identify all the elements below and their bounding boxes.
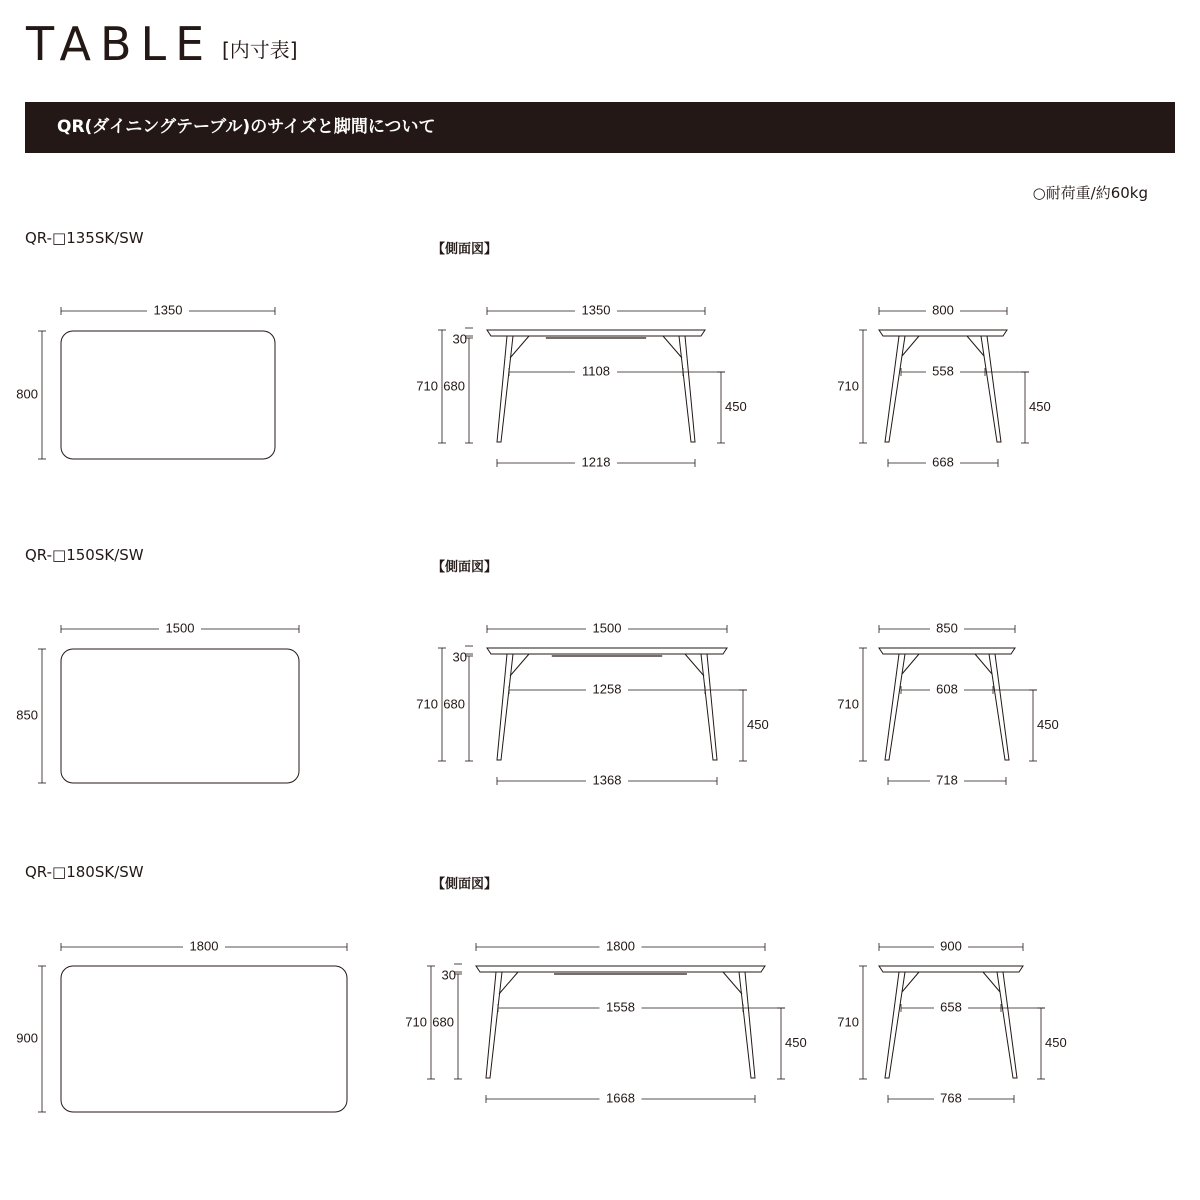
table-leg [679, 336, 695, 442]
leg-height-label: 680 [443, 696, 465, 712]
rail-height-label: 450 [725, 398, 747, 414]
leg-height-label: 680 [432, 1014, 454, 1030]
rail-height-label: 450 [1029, 398, 1051, 414]
tabletop-side [879, 330, 1007, 336]
table-leg [739, 972, 755, 1078]
rail-height-label: 450 [1037, 716, 1059, 732]
short-inner-top-label: 558 [932, 363, 954, 379]
short-inner-bottom-label: 768 [940, 1090, 962, 1106]
table-leg [497, 336, 513, 442]
short-inner-top-label: 658 [940, 999, 962, 1015]
short-side-width-label: 850 [936, 620, 958, 636]
short-side-width-label: 900 [940, 938, 962, 954]
short-inner-bottom-label: 718 [936, 772, 958, 788]
long-inner-bottom-label: 1218 [581, 454, 611, 470]
tabletop-side [879, 966, 1023, 972]
long-inner-top-label: 1108 [582, 363, 610, 379]
tabletop-side [879, 648, 1015, 654]
long-side-width-label: 1350 [581, 302, 611, 318]
top-thickness-label: 30 [452, 649, 467, 665]
top-view-depth-label: 850 [16, 707, 38, 723]
tabletop-outline [61, 649, 299, 783]
table-leg [885, 654, 905, 760]
load-capacity-note: ○耐荷重/約60kg [1032, 184, 1148, 202]
banner-text: QR(ダイニングテーブル)のサイズと脚間について [57, 117, 436, 137]
tabletop-side [487, 648, 727, 654]
top-view-depth-label: 800 [16, 386, 38, 402]
long-side-width-label: 1800 [606, 938, 635, 954]
model-name: QR-□180SK/SW [25, 863, 144, 881]
rail-height-label: 450 [747, 716, 769, 732]
total-height-label: 710 [405, 1014, 427, 1030]
top-thickness-label: 30 [441, 967, 456, 983]
total-height-label: 710 [837, 378, 859, 394]
table-leg [885, 336, 905, 442]
total-height-label: 710 [416, 378, 438, 394]
table-leg [997, 972, 1017, 1078]
side-view-label: 【側面図】 [432, 877, 498, 892]
short-inner-bottom-label: 668 [932, 454, 954, 470]
table-leg [701, 654, 717, 760]
short-inner-top-label: 608 [936, 681, 958, 697]
long-inner-top-label: 1258 [592, 681, 622, 697]
table-leg [486, 972, 502, 1078]
total-height-label: 710 [416, 696, 438, 712]
short-side-width-label: 800 [932, 302, 954, 318]
model-name: QR-□150SK/SW [25, 546, 144, 564]
long-inner-bottom-label: 1368 [592, 772, 622, 788]
page-title: TABLE [26, 17, 214, 71]
tabletop-outline [61, 331, 275, 459]
top-view-width-label: 1350 [153, 302, 183, 318]
rail-height-label: 450 [785, 1034, 807, 1050]
total-height-label: 710 [837, 1014, 859, 1030]
top-view-width-label: 1500 [165, 620, 195, 636]
tabletop-outline [61, 966, 347, 1112]
table-leg [981, 336, 1001, 442]
tabletop-side [476, 966, 765, 972]
top-view-depth-label: 900 [16, 1030, 38, 1046]
long-side-width-label: 1500 [592, 620, 622, 636]
side-view-label: 【側面図】 [432, 242, 498, 257]
top-view-width-label: 1800 [189, 938, 219, 954]
tabletop-side [487, 330, 705, 336]
top-thickness-label: 30 [452, 331, 467, 347]
long-inner-top-label: 1558 [606, 999, 635, 1015]
total-height-label: 710 [837, 696, 859, 712]
long-inner-bottom-label: 1668 [606, 1090, 635, 1106]
table-leg [885, 972, 905, 1078]
side-view-label: 【側面図】 [432, 560, 498, 575]
table-leg [989, 654, 1009, 760]
model-name: QR-□135SK/SW [25, 229, 144, 247]
rail-height-label: 450 [1045, 1034, 1067, 1050]
leg-height-label: 680 [443, 378, 465, 394]
page-subtitle: [内寸表] [222, 38, 298, 62]
table-leg [497, 654, 513, 760]
